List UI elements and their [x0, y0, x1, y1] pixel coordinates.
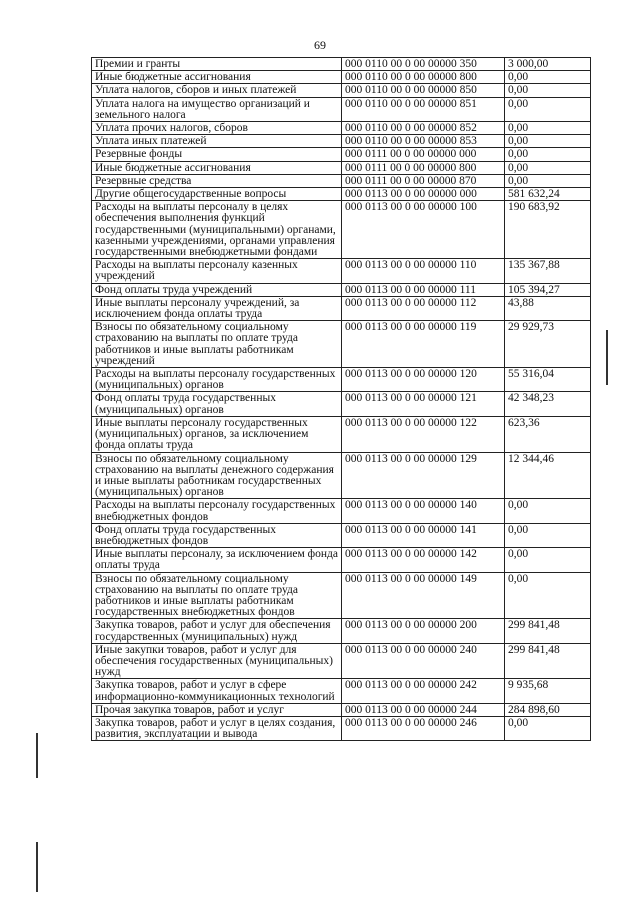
row-name-cell: Фонд оплаты труда государственных (муниципальных) органов	[92, 392, 342, 416]
budget-table-body	[92, 58, 591, 741]
row-code-cell: 000 0113 00 0 00 00000 111	[342, 283, 505, 296]
row-code-cell: 000 0113 00 0 00 00000 110	[342, 259, 505, 283]
table-row	[92, 122, 591, 135]
row-amount-cell: 0,00	[505, 572, 591, 619]
table-row	[92, 321, 591, 368]
row-amount-cell: 0,00	[505, 84, 591, 97]
row-name-cell: Расходы на выплаты персоналу государственных внебюджетных фондов	[92, 499, 342, 523]
row-name-cell: Закупка товаров, работ и услуг для обеспечения государственных (муниципальных) нужд	[92, 619, 342, 643]
row-code-cell: 000 0111 00 0 00 00000 800	[342, 161, 505, 174]
table-row	[92, 416, 591, 452]
row-amount-cell: 0,00	[505, 135, 591, 148]
row-code-cell: 000 0113 00 0 00 00000 200	[342, 619, 505, 643]
row-code-cell: 000 0113 00 0 00 00000 129	[342, 452, 505, 499]
row-amount-cell: 3 000,00	[505, 58, 591, 71]
row-name-cell: Иные бюджетные ассигнования	[92, 161, 342, 174]
scan-mark-left	[36, 733, 38, 778]
row-name-cell: Уплата прочих налогов, сборов	[92, 122, 342, 135]
table-row	[92, 283, 591, 296]
row-code-cell: 000 0111 00 0 00 00000 000	[342, 148, 505, 161]
row-code-cell: 000 0113 00 0 00 00000 242	[342, 679, 505, 703]
scan-mark-left-bottom	[36, 842, 38, 892]
row-name-cell: Закупка товаров, работ и услуг в целях создания, развития, эксплуатации и вывода	[92, 716, 342, 740]
table-row	[92, 201, 591, 259]
row-code-cell: 000 0110 00 0 00 00000 852	[342, 122, 505, 135]
table-row	[92, 188, 591, 201]
table-row	[92, 368, 591, 392]
row-code-cell: 000 0113 00 0 00 00000 240	[342, 643, 505, 679]
row-name-cell: Взносы по обязательному социальному страхованию на выплаты денежного содержания и иные выплаты работникам государственных (муниципальных) органов	[92, 452, 342, 499]
row-code-cell: 000 0113 00 0 00 00000 244	[342, 703, 505, 716]
row-code-cell: 000 0113 00 0 00 00000 122	[342, 416, 505, 452]
row-code-cell: 000 0113 00 0 00 00000 140	[342, 499, 505, 523]
row-code-cell: 000 0113 00 0 00 00000 100	[342, 201, 505, 259]
table-row	[92, 548, 591, 572]
budget-table	[91, 57, 591, 741]
row-amount-cell: 0,00	[505, 122, 591, 135]
row-code-cell: 000 0113 00 0 00 00000 141	[342, 523, 505, 547]
row-name-cell: Взносы по обязательному социальному страхованию на выплаты по оплате труда работников и иные выплаты работникам государственных внебюджетных фондов	[92, 572, 342, 619]
row-name-cell: Фонд оплаты труда учреждений	[92, 283, 342, 296]
row-name-cell: Резервные средства	[92, 174, 342, 187]
row-code-cell: 000 0111 00 0 00 00000 870	[342, 174, 505, 187]
table-row	[92, 392, 591, 416]
row-name-cell: Уплата иных платежей	[92, 135, 342, 148]
table-row	[92, 135, 591, 148]
row-amount-cell: 0,00	[505, 174, 591, 187]
table-row	[92, 58, 591, 71]
table-row	[92, 296, 591, 320]
row-code-cell: 000 0113 00 0 00 00000 149	[342, 572, 505, 619]
row-name-cell: Уплата налогов, сборов и иных платежей	[92, 84, 342, 97]
row-name-cell: Закупка товаров, работ и услуг в сфере информационно-коммуникационных технологий	[92, 679, 342, 703]
row-amount-cell: 0,00	[505, 161, 591, 174]
row-amount-cell: 0,00	[505, 148, 591, 161]
row-amount-cell: 9 935,68	[505, 679, 591, 703]
row-amount-cell: 0,00	[505, 716, 591, 740]
table-row	[92, 174, 591, 187]
row-name-cell: Иные выплаты персоналу государственных (муниципальных) органов, за исключением фонда оплаты труда	[92, 416, 342, 452]
row-name-cell: Расходы на выплаты персоналу государственных (муниципальных) органов	[92, 368, 342, 392]
table-row	[92, 452, 591, 499]
table-row	[92, 97, 591, 121]
scan-mark-right	[606, 330, 608, 385]
row-amount-cell: 42 348,23	[505, 392, 591, 416]
row-name-cell: Иные выплаты персоналу, за исключением фонда оплаты труда	[92, 548, 342, 572]
row-amount-cell: 0,00	[505, 97, 591, 121]
row-code-cell: 000 0110 00 0 00 00000 850	[342, 84, 505, 97]
table-row	[92, 259, 591, 283]
row-code-cell: 000 0110 00 0 00 00000 800	[342, 71, 505, 84]
table-row	[92, 703, 591, 716]
row-name-cell: Расходы на выплаты персоналу казенных учреждений	[92, 259, 342, 283]
row-amount-cell: 0,00	[505, 548, 591, 572]
table-row	[92, 643, 591, 679]
row-code-cell: 000 0110 00 0 00 00000 851	[342, 97, 505, 121]
row-name-cell: Уплата налога на имущество организаций и земельного налога	[92, 97, 342, 121]
row-amount-cell: 55 316,04	[505, 368, 591, 392]
table-row	[92, 161, 591, 174]
table-row	[92, 572, 591, 619]
table-row	[92, 619, 591, 643]
row-amount-cell: 105 394,27	[505, 283, 591, 296]
row-code-cell: 000 0113 00 0 00 00000 121	[342, 392, 505, 416]
row-code-cell: 000 0113 00 0 00 00000 120	[342, 368, 505, 392]
row-code-cell: 000 0110 00 0 00 00000 350	[342, 58, 505, 71]
table-row	[92, 71, 591, 84]
row-amount-cell: 0,00	[505, 523, 591, 547]
row-name-cell: Резервные фонды	[92, 148, 342, 161]
row-code-cell: 000 0113 00 0 00 00000 000	[342, 188, 505, 201]
row-name-cell: Прочая закупка товаров, работ и услуг	[92, 703, 342, 716]
row-code-cell: 000 0113 00 0 00 00000 112	[342, 296, 505, 320]
row-code-cell: 000 0113 00 0 00 00000 246	[342, 716, 505, 740]
row-name-cell: Фонд оплаты труда государственных внебюджетных фондов	[92, 523, 342, 547]
row-amount-cell: 190 683,92	[505, 201, 591, 259]
table-row	[92, 716, 591, 740]
row-code-cell: 000 0113 00 0 00 00000 142	[342, 548, 505, 572]
row-amount-cell: 12 344,46	[505, 452, 591, 499]
row-code-cell: 000 0110 00 0 00 00000 853	[342, 135, 505, 148]
row-amount-cell: 29 929,73	[505, 321, 591, 368]
row-code-cell: 000 0113 00 0 00 00000 119	[342, 321, 505, 368]
row-amount-cell: 623,36	[505, 416, 591, 452]
row-amount-cell: 299 841,48	[505, 619, 591, 643]
row-amount-cell: 135 367,88	[505, 259, 591, 283]
row-name-cell: Иные закупки товаров, работ и услуг для обеспечения государственных (муниципальных) нужд	[92, 643, 342, 679]
table-row	[92, 523, 591, 547]
table-row	[92, 84, 591, 97]
row-amount-cell: 0,00	[505, 71, 591, 84]
row-name-cell: Иные бюджетные ассигнования	[92, 71, 342, 84]
row-name-cell: Расходы на выплаты персоналу в целях обеспечения выполнения функций государственными (муниципальными) органами, казенными учреждениями, органами управления государственными внебюджетными фондами	[92, 201, 342, 259]
row-amount-cell: 0,00	[505, 499, 591, 523]
row-name-cell: Премии и гранты	[92, 58, 342, 71]
row-name-cell: Взносы по обязательному социальному страхованию на выплаты по оплате труда работников и иные выплаты работникам учреждений	[92, 321, 342, 368]
row-amount-cell: 284 898,60	[505, 703, 591, 716]
table-row	[92, 148, 591, 161]
row-name-cell: Другие общегосударственные вопросы	[92, 188, 342, 201]
page-number: 69	[314, 38, 326, 52]
row-amount-cell: 43,88	[505, 296, 591, 320]
row-amount-cell: 581 632,24	[505, 188, 591, 201]
row-name-cell: Иные выплаты персоналу учреждений, за исключением фонда оплаты труда	[92, 296, 342, 320]
table-row	[92, 679, 591, 703]
row-amount-cell: 299 841,48	[505, 643, 591, 679]
table-row	[92, 499, 591, 523]
